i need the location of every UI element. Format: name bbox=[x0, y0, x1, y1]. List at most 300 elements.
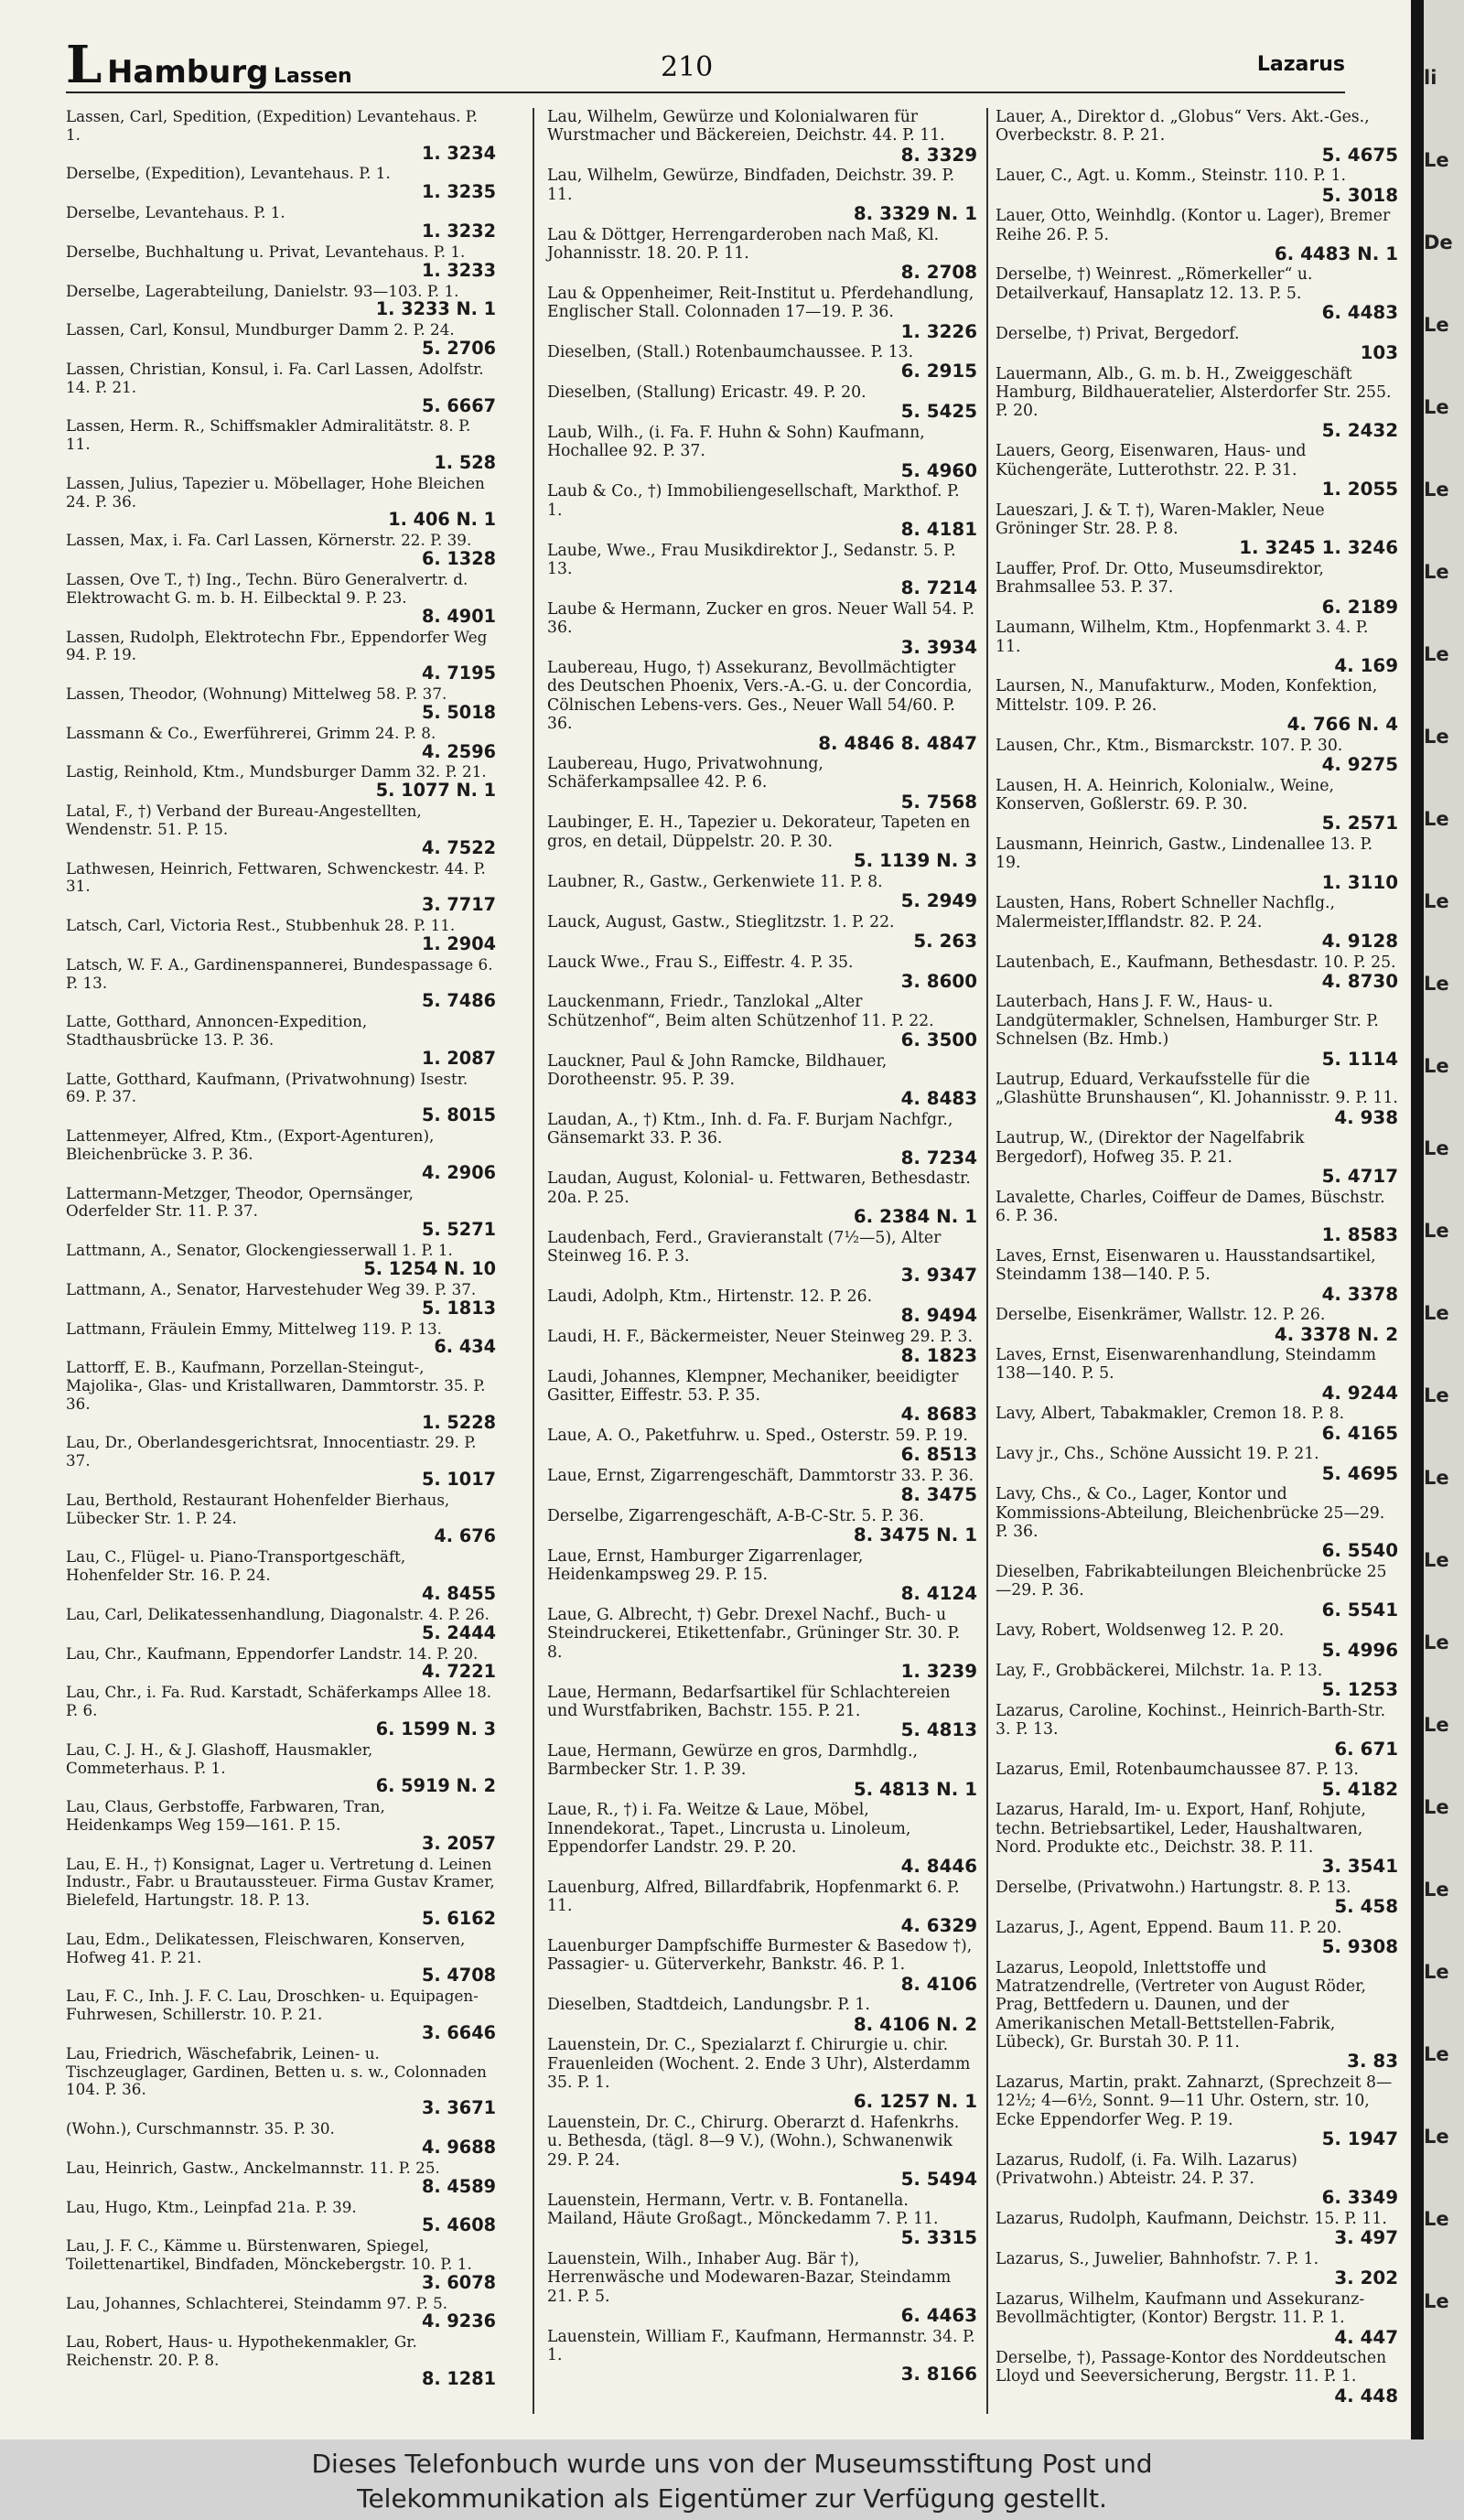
directory-entry bbox=[66, 2199, 496, 2236]
entry-phone-number: 4. 766 N. 4 bbox=[1286, 714, 1398, 736]
directory-entry bbox=[996, 2349, 1398, 2406]
entry-text: Lauer, Otto, Weinhdlg. (Kontor u. Lager), Bremer Reihe 26. P. 5. bbox=[996, 207, 1391, 244]
entry-phone-number: 3. 83 bbox=[1347, 2051, 1398, 2073]
entry-phone-number: 4. 7195 bbox=[422, 662, 496, 684]
directory-entry bbox=[547, 755, 977, 812]
directory-entry bbox=[547, 2036, 977, 2112]
entry-phone-number: 5. 2571 bbox=[1321, 813, 1398, 835]
entry-text: Laue, A. O., Paketfuhrw. u. Sped., Osterstr. 59. P. 19. bbox=[547, 1426, 968, 1445]
directory-entry bbox=[547, 953, 977, 992]
directory-entry bbox=[66, 165, 496, 202]
entry-phone-number: 4. 2596 bbox=[422, 740, 496, 762]
entry-phone-number: 6. 4463 bbox=[900, 2304, 977, 2326]
entry-phone-number: 3. 497 bbox=[1334, 2227, 1398, 2249]
page-header bbox=[66, 35, 1345, 93]
entry-text: Lattermann-Metzger, Theodor, Opernsänger, Oderfelder Str. 11. P. 37. bbox=[66, 1183, 414, 1221]
directory-entry bbox=[996, 1761, 1398, 1799]
entry-phone-number: 1. 3232 bbox=[422, 220, 496, 242]
directory-entry bbox=[66, 2295, 496, 2332]
entry-phone-number: 5. 4675 bbox=[1321, 144, 1398, 166]
entry-text: Laue, Hermann, Gewürze en gros, Darmhdlg., Barmbecker Str. 1. P. 39. bbox=[547, 1741, 918, 1780]
directory-entry bbox=[66, 1741, 496, 1796]
entry-phone-number: 5. 5018 bbox=[422, 701, 496, 723]
entry-phone-number: 4. 169 bbox=[1334, 654, 1398, 676]
entry-phone-number: 6. 2189 bbox=[1321, 596, 1398, 618]
directory-entry bbox=[66, 532, 496, 569]
entry-phone-number: 4. 447 bbox=[1334, 2326, 1398, 2348]
entry-text: Lauermann, Alb., G. m. b. H., Zweiggeschäft Hamburg, Bildhaueratelier, Alsterdorfer Str. 255. P. 20. bbox=[996, 364, 1392, 421]
directory-entry bbox=[996, 1405, 1398, 1443]
entry-text: Lassen, Herm. R., Schiffsmakler Admiralitätstr. 8. P. 11. bbox=[66, 416, 471, 454]
entry-phone-number: 4. 9128 bbox=[1321, 930, 1398, 952]
directory-entry bbox=[996, 993, 1398, 1069]
directory-entry bbox=[996, 2290, 1398, 2347]
entry-phone-number: 1. 5228 bbox=[422, 1411, 496, 1433]
entry-phone-number: 6. 5541 bbox=[1321, 1599, 1398, 1621]
entry-text: Lazarus, S., Juwelier, Bahnhofstr. 7. P. 1. bbox=[996, 2249, 1319, 2268]
entry-phone-number: 5. 7568 bbox=[900, 791, 977, 813]
directory-entry bbox=[66, 1359, 496, 1432]
entry-phone-number: 4. 8446 bbox=[900, 1856, 977, 1878]
edge-fragment: Le bbox=[1424, 1137, 1449, 1159]
entry-text: Lazarus, Wilhelm, Kaufmann und Assekuranz-Bevollmächtigter, (Kontor) Bergstr. 11. P. 1. bbox=[996, 2289, 1365, 2328]
entry-text: Dieselben, (Stallung) Ericastr. 49. P. 20. bbox=[547, 383, 867, 403]
entry-text: Lazarus, Martin, prakt. Zahnarzt, (Sprechzeit 8—12½; 4—6½, Sonnt. 9—11 Uhr. Ostern, str. 10, Ecke Eppendorfer Weg. P. 19. bbox=[996, 2073, 1393, 2129]
directory-entry bbox=[66, 1320, 496, 1358]
edge-fragment: li bbox=[1424, 67, 1437, 89]
directory-entry bbox=[66, 629, 496, 684]
entry-phone-number: 3. 3934 bbox=[900, 636, 977, 658]
entry-text: Laursen, N., Manufakturw., Moden, Konfektion, Mittelstr. 109. P. 26. bbox=[996, 677, 1378, 715]
directory-entry bbox=[547, 2250, 977, 2326]
directory-entry bbox=[547, 1801, 977, 1877]
directory-entry bbox=[547, 285, 977, 341]
entry-phone-number: 8. 7214 bbox=[900, 577, 977, 599]
entry-text: Lausmann, Heinrich, Gastw., Lindenallee 13. P. 19. bbox=[996, 835, 1373, 873]
entry-text: Lautrup, Eduard, Verkaufsstelle für die „Glashütte Brunshausen“, Kl. Johannisstr. 9. P. 11. bbox=[996, 1071, 1398, 1108]
directory-entry bbox=[996, 1801, 1398, 1877]
entry-text: Lattenmeyer, Alfred, Ktm., (Export-Agenturen), Bleichenbrücke 3. P. 36. bbox=[66, 1126, 435, 1163]
entry-text: Lauenstein, Hermann, Vertr. v. B. Fontanella. Mailand, Häute Großagt., Mönckedamm 7. P. 11. bbox=[547, 2191, 939, 2228]
directory-column-3 bbox=[996, 108, 1398, 2407]
entry-text: Lassen, Christian, Konsul, i. Fa. Carl Lassen, Adolfstr. 14. P. 21. bbox=[66, 359, 484, 396]
entry-text: Lazarus, Emil, Rotenbaumchaussee 87. P. 13. bbox=[996, 1761, 1359, 1780]
entry-phone-number: 4. 9275 bbox=[1321, 754, 1398, 776]
entry-text: Lau & Döttger, Herrengarderoben nach Maß, Kl. Johannisstr. 18. 20. P. 11. bbox=[547, 225, 940, 263]
entry-phone-number: 6. 2384 N. 1 bbox=[853, 1205, 977, 1227]
entry-phone-number: 1. 3235 bbox=[422, 181, 496, 203]
entry-text: Laubner, R., Gastw., Gerkenwiete 11. P. 8. bbox=[547, 872, 883, 891]
entry-text: Lassen, Rudolph, Elektrotechn Fbr., Eppendorfer Weg 94. P. 19. bbox=[66, 627, 488, 664]
directory-entry bbox=[547, 343, 977, 382]
directory-entry bbox=[996, 1129, 1398, 1186]
entry-text: Lavalette, Charles, Coiffeur de Dames, Büschstr. 6. P. 36. bbox=[996, 1188, 1385, 1225]
directory-entry bbox=[547, 993, 977, 1050]
entry-text: Lastig, Reinhold, Ktm., Mundsburger Damm 32. P. 21. bbox=[66, 762, 487, 781]
directory-entry bbox=[66, 1931, 496, 1986]
entry-text: Lauffer, Prof. Dr. Otto, Museumsdirektor, Brahmsallee 53. P. 37. bbox=[996, 559, 1324, 598]
entry-phone-number: 1. 3239 bbox=[900, 1661, 977, 1683]
page-number: 210 bbox=[661, 51, 714, 83]
entry-phone-number: 5. 2444 bbox=[422, 1621, 496, 1643]
edge-fragment: Le bbox=[1424, 973, 1449, 995]
directory-entry bbox=[547, 913, 977, 952]
directory-entry bbox=[996, 1662, 1398, 1700]
entry-text: Laue, R., †) i. Fa. Weitze & Laue, Möbel, Innendekorat., Tapet., Lincrusta u. Linoleum, Eppendorfer Landstr. 29. P. 20. bbox=[547, 1801, 911, 1857]
entry-phone-number: 6. 1599 N. 3 bbox=[375, 1718, 496, 1739]
entry-phone-number: 6. 3349 bbox=[1321, 2187, 1398, 2209]
edge-fragment: Le bbox=[1424, 1302, 1449, 1324]
entry-text: Laves, Ernst, Eisenwaren u. Hausstandsartikel, Steindamm 138—140. P. 5. bbox=[996, 1246, 1376, 1285]
directory-entry bbox=[66, 243, 496, 281]
entry-text: Lathwesen, Heinrich, Fettwaren, Schwenckestr. 44. P. 31. bbox=[66, 858, 486, 896]
directory-entry bbox=[996, 2210, 1398, 2248]
entry-phone-number: 1. 8583 bbox=[1321, 1224, 1398, 1246]
edge-fragment: Le bbox=[1424, 149, 1449, 171]
entry-phone-number: 6. 4483 N. 1 bbox=[1274, 242, 1398, 264]
directory-entry bbox=[547, 167, 977, 223]
directory-entry bbox=[66, 1798, 496, 1853]
directory-entry bbox=[66, 283, 496, 320]
entry-text: Lau, Robert, Haus- u. Hypothekenmakler, Gr. Reichenstr. 20. P. 8. bbox=[66, 2332, 417, 2370]
directory-entry bbox=[996, 442, 1398, 499]
directory-entry bbox=[547, 2328, 977, 2385]
entry-text: Laubereau, Hugo, †) Assekuranz, Bevollmächtigter des Deutschen Phoenix, Vers.-A.-G. u. der Concordia, Cölnischen Lebens-vers. Ges., Neuer Wall 54/60. P. 36. bbox=[547, 659, 973, 734]
entry-text: Lauenburger Dampfschiffe Burmester & Basedow †), Passagier- u. Güterverkehr, Bankstr. 46. P. 1. bbox=[547, 1937, 973, 1975]
entry-phone-number: 5. 6162 bbox=[422, 1907, 496, 1929]
entry-phone-number: 5. 4813 N. 1 bbox=[853, 1778, 977, 1800]
entry-text: Latsch, Carl, Victoria Rest., Stubbenhuk 28. P. 11. bbox=[66, 916, 456, 935]
entry-text: Lausen, Chr., Ktm., Bismarckstr. 107. P. 30. bbox=[996, 736, 1343, 755]
column-divider bbox=[986, 108, 988, 2414]
entry-text: Lautenbach, E., Kaufmann, Bethesdastr. 10. P. 25. bbox=[996, 953, 1396, 972]
entry-phone-number: 5. 1253 bbox=[1321, 1679, 1398, 1701]
edge-fragment: Le bbox=[1424, 1879, 1449, 1901]
edge-fragment: Le bbox=[1424, 1549, 1449, 1571]
directory-entry bbox=[66, 2237, 496, 2292]
directory-entry bbox=[996, 365, 1398, 441]
entry-phone-number: 8. 3329 bbox=[900, 144, 977, 166]
entry-text: Laub & Co., †) Immobiliengesellschaft, Markthof. P. 1. bbox=[547, 482, 960, 520]
directory-entry bbox=[547, 108, 977, 165]
entry-phone-number: 5. 1017 bbox=[422, 1469, 496, 1490]
entry-phone-number: 4. 8483 bbox=[900, 1088, 977, 1110]
entry-text: Latte, Gotthard, Annoncen-Expedition, Stadthausbrücke 13. P. 36. bbox=[66, 1012, 368, 1050]
directory-entry bbox=[547, 1427, 977, 1465]
entry-phone-number: 6. 1257 N. 1 bbox=[853, 2091, 977, 2113]
directory-entry bbox=[996, 265, 1398, 322]
entry-phone-number: 3. 8600 bbox=[900, 970, 977, 992]
header-left bbox=[66, 35, 352, 95]
entry-text: Latsch, W. F. A., Gardinenspannerei, Bundespassage 6. P. 13. bbox=[66, 954, 493, 992]
entry-text: Derselbe, Zigarrengeschäft, A-B-C-Str. 5. P. 36. bbox=[547, 1506, 924, 1525]
entry-phone-number: 6. 671 bbox=[1334, 1738, 1398, 1760]
directory-entry bbox=[547, 1684, 977, 1740]
directory-entry bbox=[66, 417, 496, 472]
entry-text: Lassen, Max, i. Fa. Carl Lassen, Körnerstr. 22. P. 39. bbox=[66, 531, 472, 550]
entry-text: Lauterbach, Hans J. F. W., Haus- u. Landgütermakler, Schnelsen, Hamburger Str. P. Schnelsen (Bz. Hmb.) bbox=[996, 993, 1379, 1050]
entry-phone-number: 6. 4165 bbox=[1321, 1422, 1398, 1444]
entry-text: Dieselben, Fabrikabteilungen Bleichenbrücke 25—29. P. 36. bbox=[996, 1562, 1387, 1600]
entry-phone-number: 4. 3378 bbox=[1321, 1283, 1398, 1305]
entry-text: Lavy, Robert, Woldsenweg 12. P. 20. bbox=[996, 1621, 1285, 1641]
edge-fragment: Le bbox=[1424, 726, 1449, 748]
directory-entry bbox=[996, 1879, 1398, 1917]
entry-text: Lau, Hugo, Ktm., Leinpfad 21a. P. 39. bbox=[66, 2197, 357, 2216]
entry-text: Laue, Ernst, Zigarrengeschäft, Dammtorstr 33. P. 36. bbox=[547, 1466, 974, 1485]
directory-entry bbox=[66, 108, 496, 163]
entry-text: Lau, Chr., i. Fa. Rud. Karstadt, Schäferkamps Allee 18. P. 6. bbox=[66, 1683, 492, 1720]
entry-phone-number: 1. 406 N. 1 bbox=[388, 509, 496, 531]
directory-entry bbox=[66, 1492, 496, 1546]
entry-text: Laumann, Wilhelm, Ktm., Hopfenmarkt 3. 4. P. 11. bbox=[996, 619, 1369, 656]
entry-phone-number: 4. 676 bbox=[434, 1525, 496, 1547]
entry-phone-number: 5. 4996 bbox=[1321, 1639, 1398, 1661]
entry-phone-number: 5. 4695 bbox=[1321, 1462, 1398, 1484]
entry-phone-number: 5. 4960 bbox=[900, 459, 977, 481]
entry-text: Lazarus, Caroline, Kochinst., Heinrich-Barth-Str. 3. P. 13. bbox=[996, 1702, 1386, 1739]
directory-column-1 bbox=[66, 108, 496, 2391]
entry-phone-number: 5. 2949 bbox=[900, 890, 977, 912]
directory-entry bbox=[547, 600, 977, 657]
directory-entry bbox=[547, 1052, 977, 1109]
entry-phone-number: 3. 3671 bbox=[422, 2097, 496, 2119]
directory-entry bbox=[66, 361, 496, 415]
directory-entry bbox=[547, 2114, 977, 2190]
directory-entry bbox=[547, 813, 977, 870]
directory-entry bbox=[547, 1547, 977, 1604]
directory-entry bbox=[66, 725, 496, 762]
directory-entry bbox=[547, 542, 977, 598]
directory-entry bbox=[66, 2045, 496, 2118]
directory-entry bbox=[996, 737, 1398, 775]
entry-text: Derselbe, Eisenkrämer, Wallstr. 12. P. 26. bbox=[996, 1306, 1326, 1325]
edge-fragment: Le bbox=[1424, 479, 1449, 501]
entry-text: Laue, Hermann, Bedarfsartikel für Schlachtereien und Wurstfabriken, Bachstr. 155. P. 21. bbox=[547, 1683, 951, 1720]
entry-phone-number: 3. 8166 bbox=[900, 2364, 977, 2385]
entry-phone-number: 5. 263 bbox=[913, 930, 977, 952]
directory-entry bbox=[547, 1229, 977, 1286]
footer-notice bbox=[0, 2439, 1464, 2520]
entry-phone-number: 5. 2432 bbox=[1321, 419, 1398, 441]
entry-text: Derselbe, Buchhaltung u. Privat, Levantehaus. P. 1. bbox=[66, 242, 466, 261]
footer-line-2: Telekommunikation als Eigentümer zur Verfügung gestellt. bbox=[357, 2483, 1107, 2514]
entry-phone-number: 8. 4589 bbox=[422, 2175, 496, 2197]
entry-phone-number: 5. 1077 N. 1 bbox=[375, 780, 496, 802]
edge-fragment: Le bbox=[1424, 561, 1449, 583]
entry-phone-number: 4. 7522 bbox=[422, 836, 496, 858]
entry-text: Laudi, Johannes, Klempner, Mechaniker, beeidigter Gasitter, Eiffestr. 53. P. 35. bbox=[547, 1367, 959, 1405]
entry-text: Lau, Heinrich, Gastw., Anckelmannstr. 11. P. 25. bbox=[66, 2158, 440, 2177]
edge-fragment: Le bbox=[1424, 396, 1449, 418]
edge-fragment: Le bbox=[1424, 2126, 1449, 2148]
directory-entry bbox=[547, 1606, 977, 1682]
entry-text: Derselbe, Levantehaus. P. 1. bbox=[66, 203, 285, 222]
directory-entry bbox=[996, 894, 1398, 951]
directory-entry bbox=[996, 1247, 1398, 1304]
edge-fragment: Le bbox=[1424, 808, 1449, 830]
entry-text: Lauck Wwe., Frau S., Eiffestr. 4. P. 35. bbox=[547, 953, 854, 972]
directory-entry bbox=[66, 802, 496, 857]
directory-entry bbox=[547, 1937, 977, 1994]
column-divider bbox=[533, 108, 534, 2414]
entry-phone-number: 4. 9244 bbox=[1321, 1382, 1398, 1404]
entry-text: Lausen, H. A. Heinrich, Kolonialw., Weine, Konserven, Goßlerstr. 69. P. 30. bbox=[996, 776, 1334, 814]
entry-phone-number: 8. 2708 bbox=[900, 262, 977, 284]
directory-entry bbox=[996, 207, 1398, 264]
directory-entry bbox=[547, 1111, 977, 1168]
entry-text: Lattorff, E. B., Kaufmann, Porzellan-Steingut-, Majolika-, Glas- und Kristallwaren, Dammtorstr. 35. P. 36. bbox=[66, 1358, 486, 1413]
directory-entry bbox=[66, 1987, 496, 2042]
directory-entry bbox=[66, 1434, 496, 1489]
directory-entry bbox=[996, 677, 1398, 734]
entry-phone-number: 3. 7717 bbox=[422, 894, 496, 916]
directory-entry bbox=[66, 1242, 496, 1279]
entry-text: Lau, Friedrich, Wäschefabrik, Leinen- u. Tischzeuglager, Gardinen, Betten u. s. w., Colonnaden 104. P. 36. bbox=[66, 2043, 487, 2099]
entry-phone-number: 5. 9308 bbox=[1321, 1936, 1398, 1958]
entry-text: Lattmann, A., Senator, Harvestehuder Weg 39. P. 37. bbox=[66, 1279, 477, 1298]
entry-text: Lavy jr., Chs., Schöne Aussicht 19. P. 21. bbox=[996, 1445, 1319, 1464]
entry-phone-number: 3. 6646 bbox=[422, 2021, 496, 2043]
directory-entry bbox=[66, 1606, 496, 1643]
entry-phone-number: 5. 8015 bbox=[422, 1104, 496, 1126]
entry-phone-number: 6. 2915 bbox=[900, 361, 977, 382]
directory-entry bbox=[66, 1185, 496, 1240]
directory-entry bbox=[996, 1919, 1398, 1957]
directory-entry bbox=[996, 560, 1398, 617]
edge-fragment: Le bbox=[1424, 1467, 1449, 1489]
entry-text: Lazarus, Rudolph, Kaufmann, Deichstr. 15. P. 11. bbox=[996, 2209, 1387, 2228]
entry-text: Lau, C. J. H., & J. Glashoff, Hausmakler, Commeterhaus. P. 1. bbox=[66, 1739, 373, 1777]
directory-entry bbox=[996, 777, 1398, 834]
directory-entry bbox=[66, 956, 496, 1011]
entry-text: Latal, F., †) Verband der Bureau-Angestellten, Wendenstr. 51. P. 15. bbox=[66, 802, 422, 838]
entry-text: Lay, F., Grobbäckerei, Milchstr. 1a. P. 13. bbox=[996, 1662, 1323, 1681]
entry-text: Lau, Berthold, Restaurant Hohenfelder Bierhaus, Lübecker Str. 1. P. 24. bbox=[66, 1490, 450, 1527]
directory-entry bbox=[996, 1346, 1398, 1403]
entry-text: Dieselben, Stadtdeich, Landungsbr. P. 1. bbox=[547, 1996, 870, 2015]
entry-text: Lauenstein, Dr. C., Spezialarzt f. Chirurgie u. chir. Frauenleiden (Wochent. 2. Ende 3 Uhr), Alsterdamm 35. P. 1. bbox=[547, 2036, 971, 2093]
directory-entry bbox=[66, 1856, 496, 1929]
entry-phone-number: 5. 1947 bbox=[1321, 2128, 1398, 2150]
directory-entry bbox=[547, 383, 977, 422]
entry-text: Lau, E. H., †) Konsignat, Lager u. Vertretung d. Leinen Industr., Fabr. u Brautaussteuer. Firma Gustav Kramer, Bielefeld, Hartungstr. 18. P. 13. bbox=[66, 1854, 495, 1910]
entry-phone-number: 4. 8683 bbox=[900, 1404, 977, 1426]
entry-phone-number: 3. 2057 bbox=[422, 1832, 496, 1854]
entry-text: Laubereau, Hugo, Privatwohnung, Schäferkampsallee 42. P. 6. bbox=[547, 755, 824, 792]
entry-text: Lavy, Albert, Tabakmakler, Cremon 18. P. 8. bbox=[996, 1405, 1345, 1424]
entry-text: Lau, Wilhelm, Gewürze und Kolonialwaren für Wurstmacher und Bäckereien, Deichstr. 44. P. 11. bbox=[547, 108, 945, 145]
entry-text: Lausten, Hans, Robert Schneller Nachflg., Malermeister,Ifflandstr. 82. P. 24. bbox=[996, 894, 1336, 932]
directory-entry bbox=[547, 1287, 977, 1326]
entry-phone-number: 6. 8513 bbox=[900, 1444, 977, 1466]
directory-entry bbox=[996, 619, 1398, 675]
directory-entry bbox=[66, 475, 496, 530]
entry-text: Lau & Oppenheimer, Reit-Institut u. Pferdehandlung, Englischer Stall. Colonnaden 17—19. P. 36. bbox=[547, 284, 974, 322]
entry-text: Laudi, Adolph, Ktm., Hirtenstr. 12. P. 26. bbox=[547, 1287, 873, 1306]
directory-entry bbox=[66, 917, 496, 954]
entry-text: Lau, Carl, Delikatessenhandlung, Diagonalstr. 4. P. 26. bbox=[66, 1604, 490, 1623]
directory-entry bbox=[547, 873, 977, 911]
directory-entry bbox=[996, 1485, 1398, 1561]
page-binding-edge bbox=[1411, 0, 1464, 2439]
entry-phone-number: 5. 4717 bbox=[1321, 1166, 1398, 1188]
directory-entry bbox=[547, 1507, 977, 1545]
entry-phone-number: 6. 434 bbox=[434, 1336, 496, 1358]
entry-phone-number: 1. 3110 bbox=[1321, 871, 1398, 893]
entry-phone-number: 5. 5425 bbox=[900, 401, 977, 423]
entry-text: Laueszari, J. & T. †), Waren-Makler, Neue Gröninger Str. 28. P. 8. bbox=[996, 501, 1325, 538]
directory-entry bbox=[547, 1879, 977, 1935]
entry-text: Lauenstein, William F., Kaufmann, Hermannstr. 34. P. 1. bbox=[547, 2327, 975, 2364]
entry-phone-number: 8. 7234 bbox=[900, 1147, 977, 1168]
entry-text: Lavy, Chs., & Co., Lager, Kontor und Kommissions-Abteilung, Bleichenbrücke 25—29. P. 36. bbox=[996, 1485, 1385, 1541]
directory-entry bbox=[66, 204, 496, 242]
header-right-name: Lazarus bbox=[1256, 53, 1345, 76]
entry-text: Derselbe, Lagerabteilung, Danielstr. 93—103. P. 1. bbox=[66, 281, 459, 300]
directory-entry bbox=[996, 1621, 1398, 1660]
entry-phone-number: 5. 458 bbox=[1334, 1896, 1398, 1918]
header-left-name: Lassen bbox=[274, 65, 352, 88]
directory-entry bbox=[996, 501, 1398, 558]
edge-fragment: Le bbox=[1424, 1714, 1449, 1736]
entry-phone-number: 1. 3234 bbox=[422, 142, 496, 164]
entry-phone-number: 103 bbox=[1360, 342, 1398, 364]
directory-entry bbox=[66, 2159, 496, 2197]
entry-phone-number: 1. 528 bbox=[434, 451, 496, 473]
directory-entry bbox=[996, 2151, 1398, 2208]
entry-text: Laue, Ernst, Hamburger Zigarrenlager, Heidenkampsweg 29. P. 15. bbox=[547, 1546, 864, 1585]
entry-text: Derselbe, (Expedition), Levantehaus. P. 1. bbox=[66, 164, 391, 183]
entry-phone-number: 4. 448 bbox=[1334, 2385, 1398, 2407]
directory-entry bbox=[547, 482, 977, 539]
directory-entry bbox=[996, 1071, 1398, 1127]
entry-text: Laue, G. Albrecht, †) Gebr. Drexel Nachf., Buch- u Steindruckerei, Etikettenfabr., Grüninger Str. 30. P. 8. bbox=[547, 1606, 961, 1662]
entry-phone-number: 5. 4813 bbox=[900, 1719, 977, 1741]
edge-fragment: Le bbox=[1424, 2043, 1449, 2065]
entry-text: Lau, Johannes, Schlachterei, Steindamm 97. P. 5. bbox=[66, 2293, 448, 2312]
entry-text: Lau, Edm., Delikatessen, Fleischwaren, Konserven, Hofweg 41. P. 21. bbox=[66, 1929, 466, 1966]
entry-phone-number: 1. 3233 N. 1 bbox=[375, 298, 496, 320]
entry-text: Lautrup, W., (Direktor der Nagelfabrik Bergedorf), Hofweg 35. P. 21. bbox=[996, 1129, 1305, 1167]
directory-entry bbox=[547, 1328, 977, 1366]
directory-entry bbox=[996, 1959, 1398, 2072]
entry-text: Lauer, A., Direktor d. „Globus“ Vers. Akt.-Ges., Overbeckstr. 8. P. 21. bbox=[996, 108, 1370, 145]
entry-text: Derselbe, (Privatwohn.) Hartungstr. 8. P. 13. bbox=[996, 1878, 1351, 1897]
entry-phone-number: 8. 3329 N. 1 bbox=[853, 203, 977, 224]
entry-text: (Wohn.), Curschmannstr. 35. P. 30. bbox=[66, 2119, 335, 2138]
entry-phone-number: 8. 1823 bbox=[900, 1345, 977, 1367]
entry-text: Latte, Gotthard, Kaufmann, (Privatwohnung) Isestr. 69. P. 37. bbox=[66, 1069, 468, 1106]
entry-phone-number: 5. 5494 bbox=[900, 2169, 977, 2191]
entry-text: Laudan, A., †) Ktm., Inh. d. Fa. F. Burjam Nachfgr., Gänsemarkt 33. P. 36. bbox=[547, 1110, 953, 1148]
entry-text: Lau, Claus, Gerbstoffe, Farbwaren, Tran, Heidenkamps Weg 159—161. P. 15. bbox=[66, 1797, 385, 1834]
directory-entry bbox=[547, 226, 977, 283]
entry-phone-number: 8. 3475 N. 1 bbox=[853, 1524, 977, 1546]
entry-phone-number: 3. 202 bbox=[1334, 2267, 1398, 2289]
entry-text: Lau, F. C., Inh. J. F. C. Lau, Droschken- u. Equipagen-Fuhrwesen, Schillerstr. 10. P. 21. bbox=[66, 1987, 479, 2024]
entry-phone-number: 5. 7486 bbox=[422, 990, 496, 1012]
entry-phone-number: 5. 4608 bbox=[422, 2214, 496, 2236]
directory-entry bbox=[996, 1563, 1398, 1620]
entry-text: Lauenstein, Dr. C., Chirurg. Oberarzt d. Hafenkrhs. u. Bethesda, (tägl. 8—9 V.), (Wohn.), Schwanenwik 29. P. 24. bbox=[547, 2113, 960, 2170]
entry-phone-number: 6. 5540 bbox=[1321, 1540, 1398, 1562]
directory-entry bbox=[547, 1467, 977, 1505]
directory-entry bbox=[66, 1013, 496, 1068]
entry-text: Derselbe, †), Passage-Kontor des Norddeutschen Lloyd und Seeversicherung, Bergstr. 11. P. 1. bbox=[996, 2349, 1387, 2386]
edge-fragment: Le bbox=[1424, 1961, 1449, 1983]
entry-phone-number: 5. 1813 bbox=[422, 1297, 496, 1319]
